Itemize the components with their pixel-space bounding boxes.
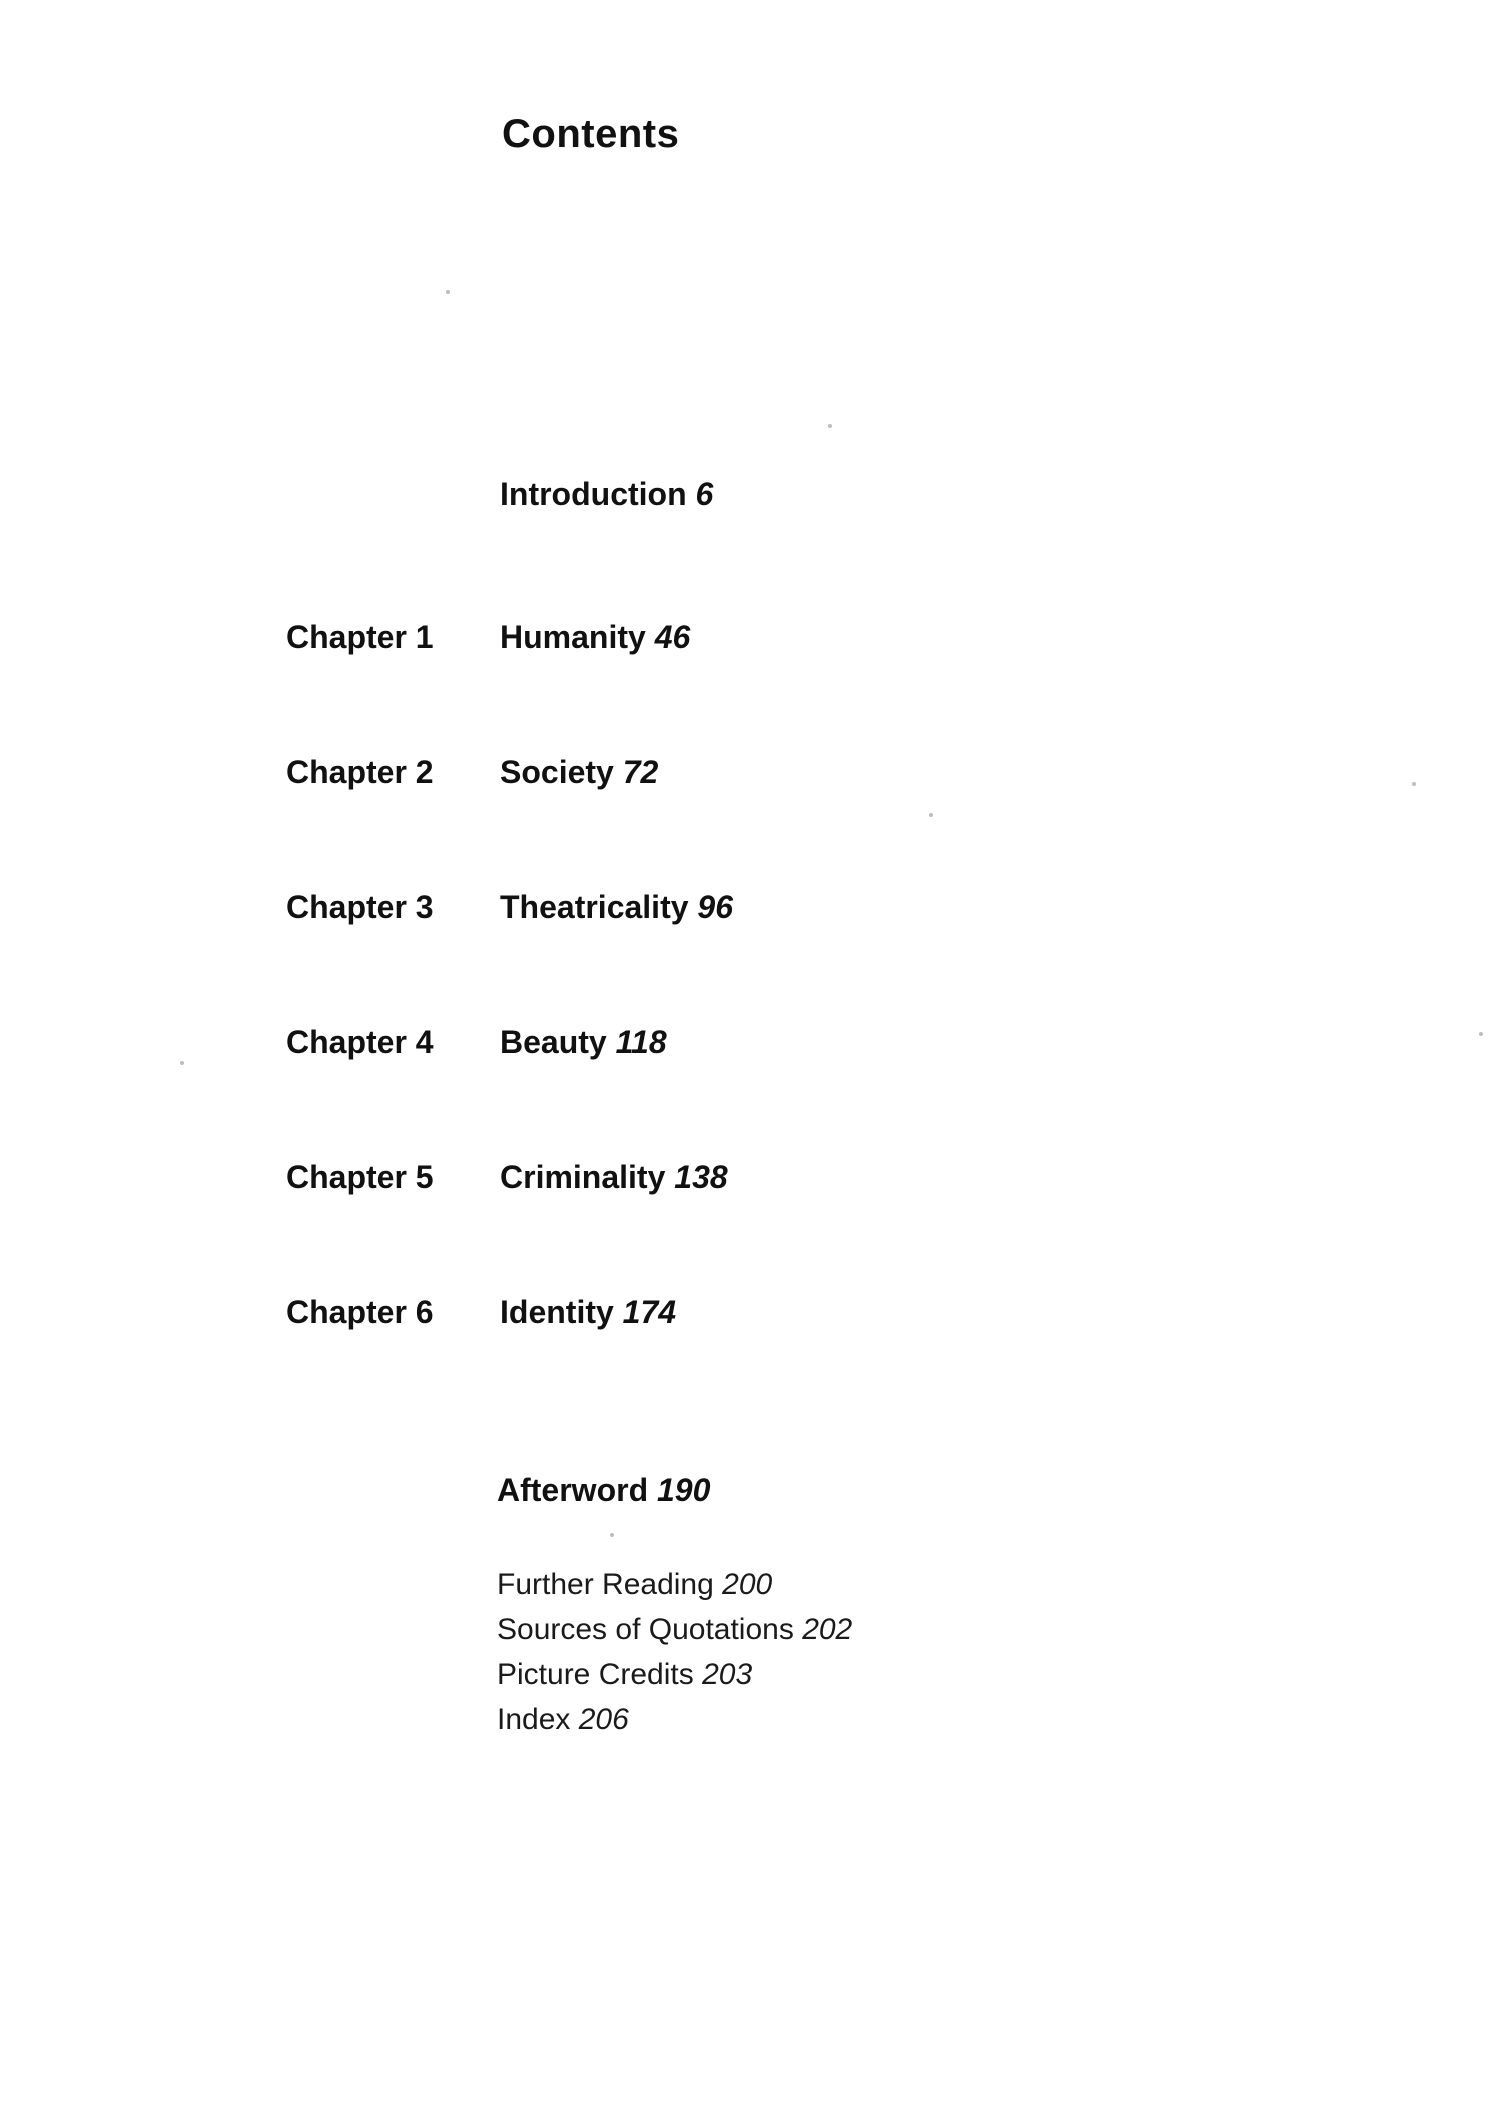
back-matter-page: 202 [802, 1613, 853, 1646]
chapter-label: Chapter 2 [286, 754, 434, 790]
chapter-page: 46 [654, 619, 691, 655]
chapter-page: 118 [615, 1024, 667, 1060]
list-item [497, 1562, 852, 1607]
back-matter-page: 203 [702, 1658, 753, 1691]
chapter-entry [500, 1157, 728, 1197]
back-matter-page: 200 [722, 1568, 773, 1601]
chapter-label: Chapter 3 [286, 889, 434, 925]
back-matter-title: Picture Credits [497, 1658, 694, 1691]
list-item [497, 1607, 852, 1652]
chapter-label: Chapter 1 [286, 619, 434, 655]
back-matter-title: Index [497, 1703, 571, 1736]
introduction-title: Introduction [500, 476, 687, 512]
chapter-page: 174 [622, 1294, 677, 1330]
chapter-title: Beauty [500, 1024, 607, 1060]
chapter-entry [500, 617, 690, 657]
back-matter-title: Further Reading [497, 1568, 714, 1601]
scan-speck [610, 1533, 614, 1537]
chapter-label: Chapter 4 [286, 1024, 434, 1060]
chapter-title: Humanity [500, 619, 646, 655]
chapter-title: Theatricality [500, 889, 689, 925]
back-matter-list [497, 1562, 852, 1742]
scan-speck [929, 813, 933, 817]
page-title: Contents [502, 112, 680, 156]
scan-speck [180, 1061, 184, 1065]
chapter-title: Identity [500, 1294, 614, 1330]
chapter-entry [500, 887, 733, 927]
chapter-entry [500, 752, 658, 792]
introduction-entry [500, 474, 713, 514]
scan-speck [1412, 782, 1416, 786]
chapter-page: 138 [674, 1159, 728, 1195]
afterword-page: 190 [657, 1472, 711, 1508]
afterword-title: Afterword [497, 1472, 649, 1508]
chapter-label: Chapter 6 [286, 1294, 434, 1330]
back-matter-title: Sources of Quotations [497, 1613, 794, 1646]
chapter-entry [500, 1292, 676, 1332]
chapter-title: Society [500, 754, 614, 790]
list-item [497, 1697, 852, 1742]
back-matter-page: 206 [578, 1703, 629, 1736]
chapter-entry [500, 1022, 667, 1062]
chapter-page: 96 [697, 889, 733, 925]
introduction-page: 6 [695, 476, 714, 512]
scan-speck [828, 424, 832, 428]
scan-speck [446, 290, 450, 294]
chapter-page: 72 [622, 754, 659, 790]
afterword-entry [497, 1470, 710, 1510]
list-item [497, 1652, 852, 1697]
chapter-title: Criminality [500, 1159, 666, 1195]
scan-speck [1479, 1032, 1483, 1036]
chapter-label: Chapter 5 [286, 1159, 434, 1195]
